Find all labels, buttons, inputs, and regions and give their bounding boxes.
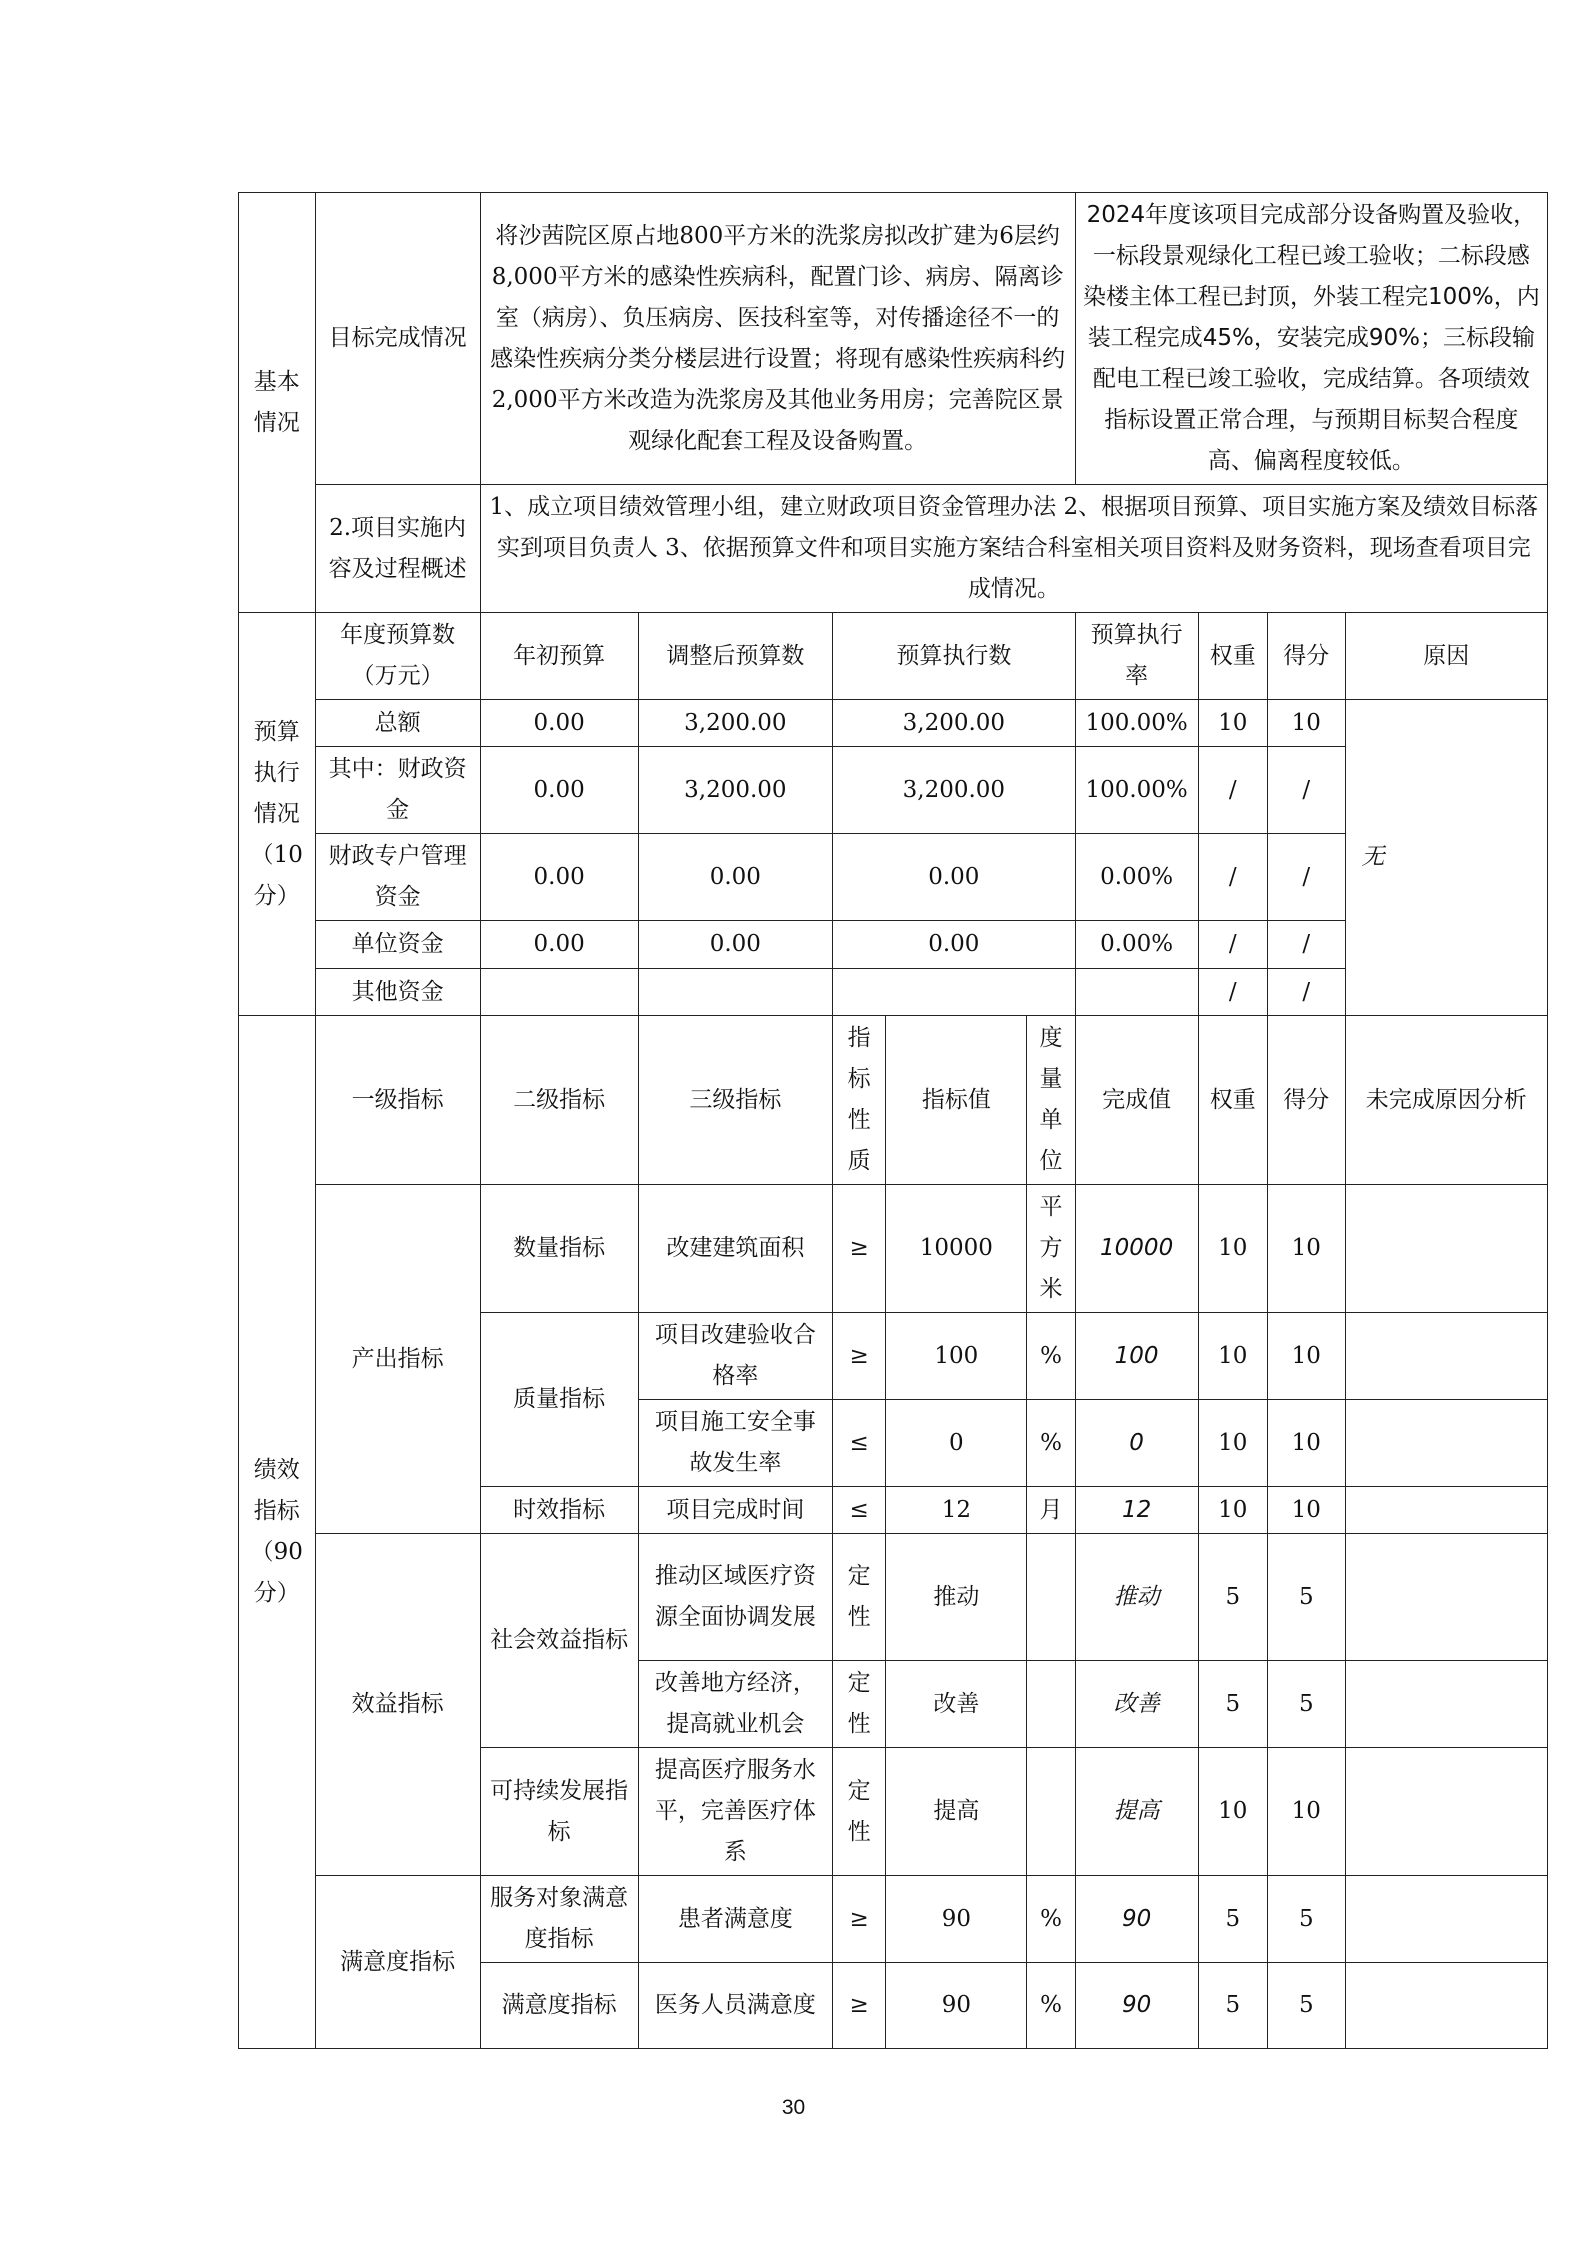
indicator-nature: ≤ (833, 1400, 886, 1487)
indicator-unit (1027, 1661, 1075, 1748)
indicator-value: 改善 (886, 1661, 1027, 1748)
indicator-weight: 5 (1198, 1661, 1267, 1748)
budget-row-score: / (1268, 747, 1346, 834)
indicator-analysis (1345, 1876, 1547, 1963)
indicator-weight: 5 (1198, 1876, 1267, 1963)
budget-row-rate: 0.00% (1075, 921, 1198, 969)
indicator-score: 10 (1268, 1313, 1346, 1400)
indicator-nature: ≥ (833, 1185, 886, 1313)
basic-section-label: 基本情况 (239, 193, 316, 613)
group-benefit: 效益指标 (315, 1534, 480, 1876)
budget-row-weight: / (1198, 921, 1267, 969)
indicator-analysis (1345, 1748, 1547, 1876)
budget-row-executed: 0.00 (833, 834, 1076, 921)
goal-label: 目标完成情况 (315, 193, 480, 485)
budget-row-initial (480, 969, 638, 1016)
indicator-weight: 5 (1198, 1534, 1267, 1661)
indicator-actual: 改善 (1075, 1661, 1198, 1748)
indicator-name: 改建建筑面积 (638, 1185, 832, 1313)
perf-header-actual: 完成值 (1075, 1016, 1198, 1185)
indicator-name: 项目改建验收合格率 (638, 1313, 832, 1400)
indicator-score: 5 (1268, 1963, 1346, 2049)
budget-header-rate: 预算执行率 (1075, 613, 1198, 700)
indicator-actual: 90 (1075, 1963, 1198, 2049)
indicator-value: 0 (886, 1400, 1027, 1487)
budget-row-executed: 0.00 (833, 921, 1076, 969)
budget-header-adjusted: 调整后预算数 (638, 613, 832, 700)
budget-header-initial: 年初预算 (480, 613, 638, 700)
indicator-weight: 10 (1198, 1313, 1267, 1400)
indicator-nature: ≥ (833, 1313, 886, 1400)
indicator-score: 10 (1268, 1185, 1346, 1313)
indicator-analysis (1345, 1487, 1547, 1534)
page-number: 30 (781, 2096, 806, 2119)
subgroup-social: 社会效益指标 (480, 1534, 638, 1748)
budget-header-weight: 权重 (1198, 613, 1267, 700)
budget-header-score: 得分 (1268, 613, 1346, 700)
indicator-nature: 定性 (833, 1534, 886, 1661)
indicator-weight: 10 (1198, 1748, 1267, 1876)
budget-row-executed: 3,200.00 (833, 747, 1076, 834)
indicator-name: 项目施工安全事故发生率 (638, 1400, 832, 1487)
perf-header-level1: 一级指标 (315, 1016, 480, 1185)
indicator-unit: 平方米 (1027, 1185, 1075, 1313)
perf-header-score: 得分 (1268, 1016, 1346, 1185)
subgroup-timeliness: 时效指标 (480, 1487, 638, 1534)
performance-table (238, 192, 1548, 2049)
indicator-analysis (1345, 1963, 1547, 2049)
budget-row-score: 10 (1268, 700, 1346, 747)
indicator-value: 90 (886, 1876, 1027, 1963)
indicator-weight: 10 (1198, 1487, 1267, 1534)
budget-row-name: 单位资金 (315, 921, 480, 969)
indicator-value: 提高 (886, 1748, 1027, 1876)
indicator-name: 项目完成时间 (638, 1487, 832, 1534)
indicator-score: 5 (1268, 1534, 1346, 1661)
indicator-score: 10 (1268, 1400, 1346, 1487)
budget-row-initial: 0.00 (480, 700, 638, 747)
indicator-name: 改善地方经济，提高就业机会 (638, 1661, 832, 1748)
indicator-nature: 定性 (833, 1661, 886, 1748)
group-output: 产出指标 (315, 1185, 480, 1534)
indicator-analysis (1345, 1400, 1547, 1487)
subgroup-sustainable: 可持续发展指标 (480, 1748, 638, 1876)
indicator-actual: 0 (1075, 1400, 1198, 1487)
indicator-score: 10 (1268, 1487, 1346, 1534)
perf-header-unit: 度量单位 (1027, 1016, 1075, 1185)
goal-result: 2024年度该项目完成部分设备购置及验收，一标段景观绿化工程已竣工验收；二标段感染楼主体工程已封顶，外装工程完100%，内装工程完成45%，安装完成90%；三标段输配电工程已竣工验收，完成结算。各项绩效指标设置正常合理，与预期目标契合程度高、偏离程度较低。 (1075, 193, 1547, 485)
budget-row-weight: / (1198, 969, 1267, 1016)
budget-row-executed (833, 969, 1076, 1016)
budget-row-initial: 0.00 (480, 747, 638, 834)
indicator-unit: % (1027, 1313, 1075, 1400)
budget-row-adjusted: 3,200.00 (638, 747, 832, 834)
perf-header-weight: 权重 (1198, 1016, 1267, 1185)
indicator-value: 推动 (886, 1534, 1027, 1661)
indicator-score: 10 (1268, 1748, 1346, 1876)
indicator-actual: 90 (1075, 1876, 1198, 1963)
indicator-unit: % (1027, 1400, 1075, 1487)
budget-row-executed: 3,200.00 (833, 700, 1076, 747)
indicator-analysis (1345, 1534, 1547, 1661)
budget-row-initial: 0.00 (480, 921, 638, 969)
indicator-name: 推动区域医疗资源全面协调发展 (638, 1534, 832, 1661)
indicator-value: 100 (886, 1313, 1027, 1400)
indicator-unit (1027, 1534, 1075, 1661)
performance-section-label: 绩效指标（90分） (239, 1016, 316, 2049)
subgroup-satisfaction: 满意度指标 (480, 1963, 638, 2049)
budget-header-reason: 原因 (1345, 613, 1547, 700)
perf-header-level3: 三级指标 (638, 1016, 832, 1185)
indicator-nature: ≥ (833, 1963, 886, 2049)
indicator-unit: % (1027, 1963, 1075, 2049)
budget-row-initial: 0.00 (480, 834, 638, 921)
budget-row-weight: 10 (1198, 700, 1267, 747)
perf-header-level2: 二级指标 (480, 1016, 638, 1185)
indicator-unit: % (1027, 1876, 1075, 1963)
budget-row-adjusted: 0.00 (638, 921, 832, 969)
budget-row-score: / (1268, 969, 1346, 1016)
budget-row-score: / (1268, 921, 1346, 969)
budget-row-score: / (1268, 834, 1346, 921)
indicator-value: 90 (886, 1963, 1027, 2049)
group-satisfaction: 满意度指标 (315, 1876, 480, 2049)
goal-text: 将沙茜院区原占地800平方米的洗浆房拟改扩建为6层约8,000平方米的感染性疾病科，配置门诊、病房、隔离诊室（病房）、负压病房、医技科室等，对传播途径不一的感染性疾病分类分楼层进行设置；将现有感染性疾病科约2,000平方米改造为洗浆房及其他业务用房；完善院区景观绿化配套工程及设备购置。 (480, 193, 1075, 485)
budget-row-name: 财政专户管理资金 (315, 834, 480, 921)
indicator-actual: 12 (1075, 1487, 1198, 1534)
subgroup-service-obj: 服务对象满意度指标 (480, 1876, 638, 1963)
indicator-score: 5 (1268, 1661, 1346, 1748)
impl-text: 1、成立项目绩效管理小组，建立财政项目资金管理办法 2、根据项目预算、项目实施方案及绩效目标落实到项目负责人 3、依据预算文件和项目实施方案结合科室相关项目资料及财务资料，现场查看项目完成情况。 (480, 485, 1547, 613)
indicator-weight: 5 (1198, 1963, 1267, 2049)
indicator-nature: 定性 (833, 1748, 886, 1876)
budget-row-rate: 0.00% (1075, 834, 1198, 921)
budget-section-label: 预算执行情况（10分） (239, 613, 316, 1016)
budget-header-year: 年度预算数（万元） (315, 613, 480, 700)
indicator-score: 5 (1268, 1876, 1346, 1963)
indicator-weight: 10 (1198, 1185, 1267, 1313)
budget-row-rate: 100.00% (1075, 700, 1198, 747)
indicator-unit: 月 (1027, 1487, 1075, 1534)
indicator-nature: ≥ (833, 1876, 886, 1963)
budget-reason-value: 无 (1345, 700, 1547, 1016)
perf-header-value: 指标值 (886, 1016, 1027, 1185)
budget-row-name: 总额 (315, 700, 480, 747)
budget-row-weight: / (1198, 747, 1267, 834)
budget-row-rate: 100.00% (1075, 747, 1198, 834)
indicator-name: 医务人员满意度 (638, 1963, 832, 2049)
indicator-actual: 提高 (1075, 1748, 1198, 1876)
impl-label: 2.项目实施内容及过程概述 (315, 485, 480, 613)
budget-row-rate (1075, 969, 1198, 1016)
perf-header-nature: 指标性质 (833, 1016, 886, 1185)
indicator-actual: 10000 (1075, 1185, 1198, 1313)
indicator-nature: ≤ (833, 1487, 886, 1534)
subgroup-quality: 质量指标 (480, 1313, 638, 1487)
indicator-analysis (1345, 1313, 1547, 1400)
indicator-analysis (1345, 1661, 1547, 1748)
indicator-actual: 100 (1075, 1313, 1198, 1400)
budget-row-weight: / (1198, 834, 1267, 921)
budget-row-name: 其他资金 (315, 969, 480, 1016)
perf-header-analysis: 未完成原因分析 (1345, 1016, 1547, 1185)
indicator-actual: 推动 (1075, 1534, 1198, 1661)
budget-row-adjusted: 0.00 (638, 834, 832, 921)
budget-row-adjusted (638, 969, 832, 1016)
budget-row-adjusted: 3,200.00 (638, 700, 832, 747)
indicator-value: 10000 (886, 1185, 1027, 1313)
indicator-name: 提高医疗服务水平，完善医疗体系 (638, 1748, 832, 1876)
budget-row-name: 其中：财政资金 (315, 747, 480, 834)
indicator-analysis (1345, 1185, 1547, 1313)
budget-header-executed: 预算执行数 (833, 613, 1076, 700)
indicator-value: 12 (886, 1487, 1027, 1534)
indicator-weight: 10 (1198, 1400, 1267, 1487)
indicator-name: 患者满意度 (638, 1876, 832, 1963)
subgroup-quantity: 数量指标 (480, 1185, 638, 1313)
indicator-unit (1027, 1748, 1075, 1876)
